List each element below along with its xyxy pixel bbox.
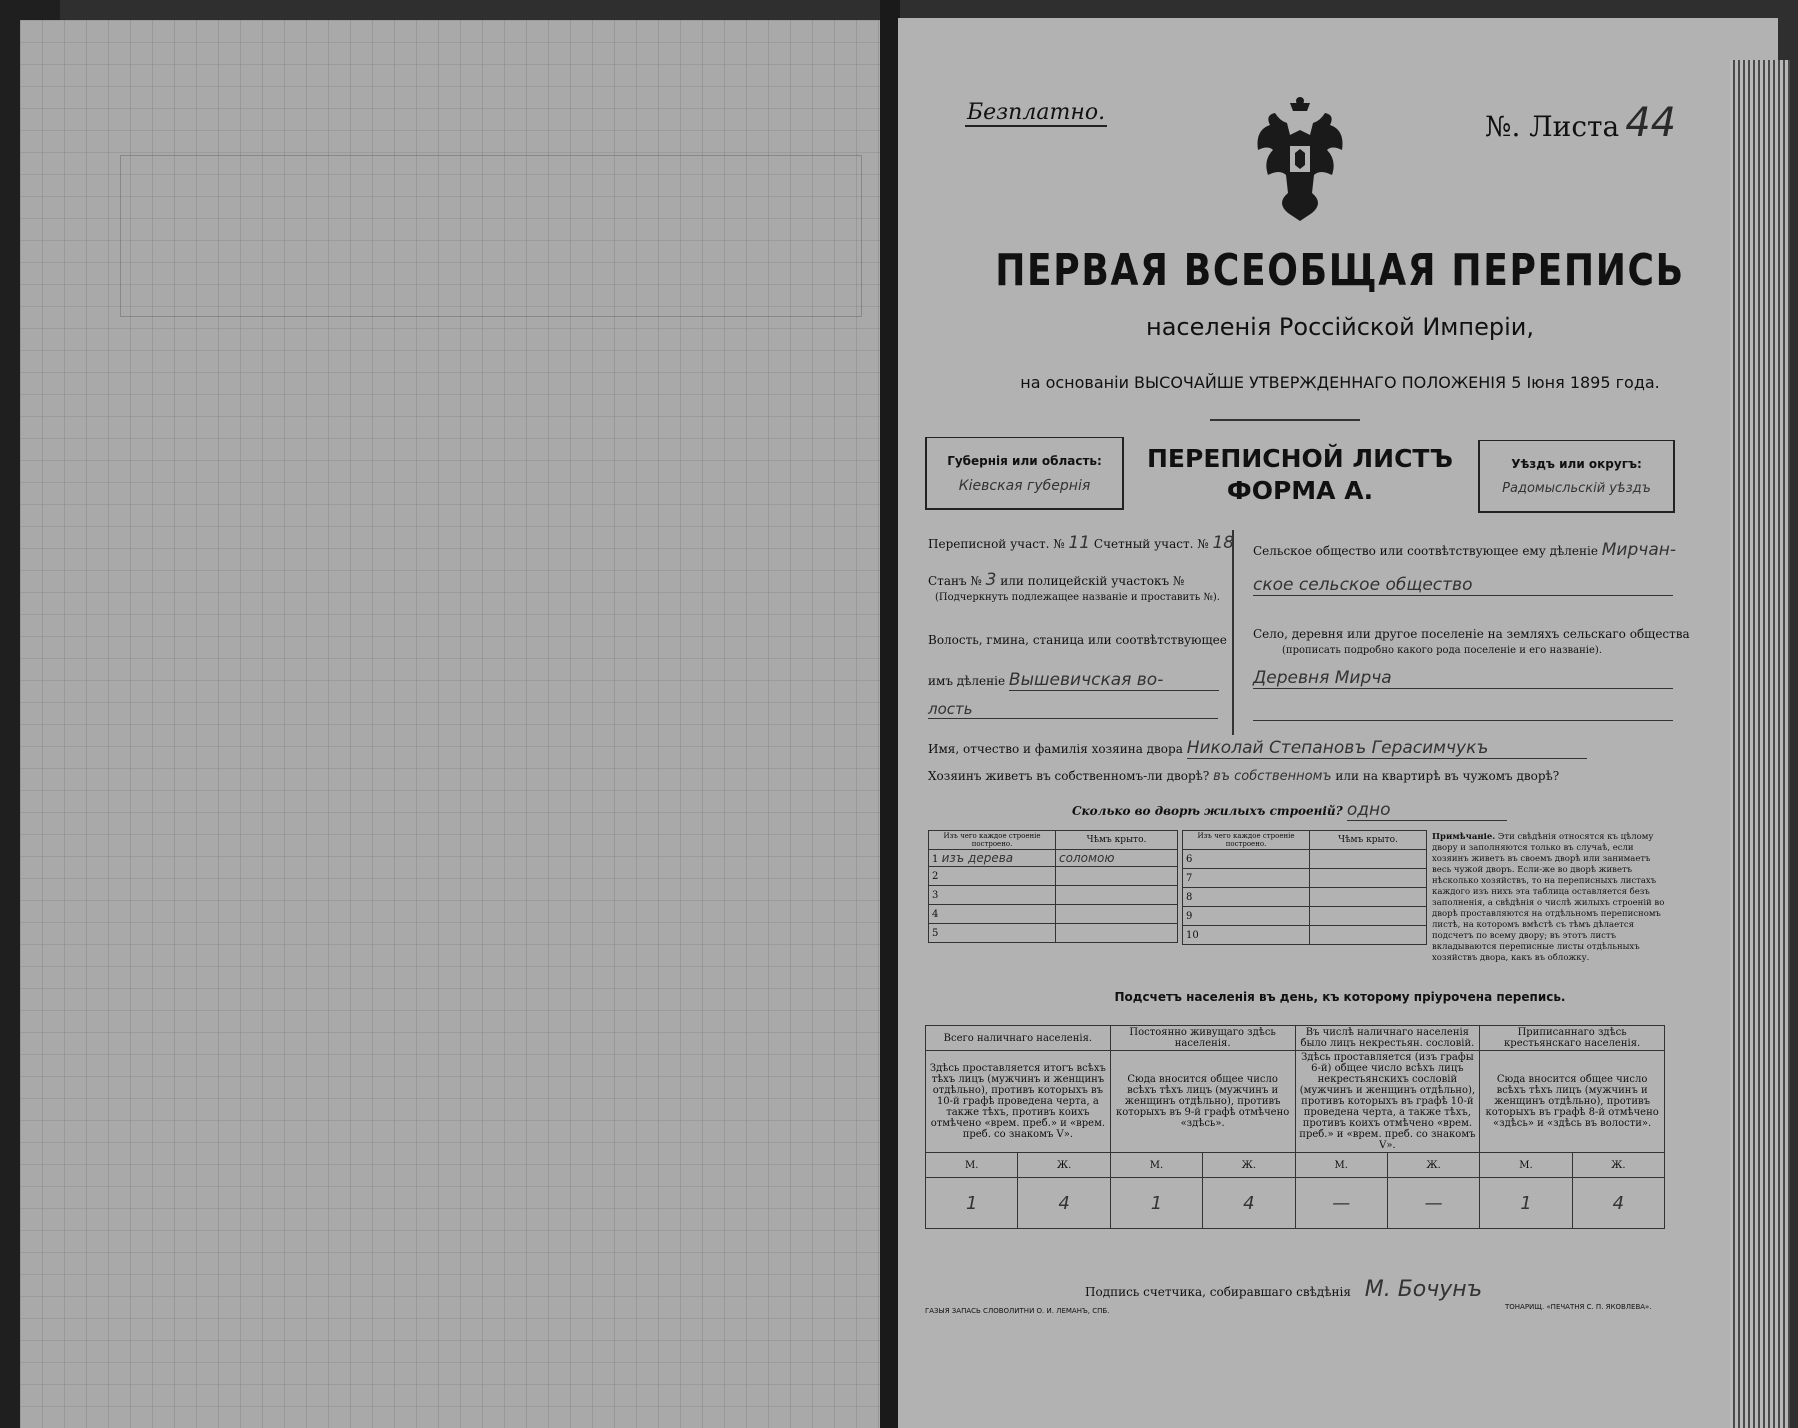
buildings-value: одно [1347, 800, 1507, 821]
legal-basis: на основаніи ВЫСОЧАЙШЕ УТВЕРЖДЕННАГО ПОЛОЖЕНІЯ 5 Іюня 1895 года. [1020, 373, 1660, 392]
book-gutter [880, 0, 900, 1428]
summary-values-row: 1 4 1 4 — — 1 4 [926, 1178, 1665, 1229]
province-value: Кіевская губернія [958, 478, 1091, 494]
summary-table [925, 1025, 1665, 1229]
volost-value-cont: лость [928, 700, 1218, 719]
sheet-number-value: 44 [1625, 100, 1677, 146]
summary-title: Подсчетъ населенія въ день, къ которому пріурочена перепись. [1114, 990, 1566, 1004]
count-district-value: 18 [1212, 533, 1235, 553]
double-headed-eagle-icon [1245, 95, 1355, 230]
table-row: 4 [929, 905, 1178, 924]
form-title-line2: ФОРМА А. [1226, 476, 1374, 505]
table-row: 8 [1183, 888, 1427, 907]
stan-field: Станъ № 3 или полицейскій участокъ № [928, 570, 1185, 590]
volost-field: имъ дѣленіе Вышевичская во- [928, 670, 1219, 691]
table-row: 3 [929, 886, 1178, 905]
form-title [1125, 443, 1475, 507]
table-row: 7 [1183, 869, 1427, 888]
buildings-note [1432, 832, 1672, 964]
summary-sex-row: М. Ж. М. Ж. М. Ж. М. Ж. [926, 1153, 1665, 1178]
free-label: Безплатно. [967, 100, 1106, 125]
footer-left: ГАЗЫЯ ЗАПАСЬ СЛОВОЛИТНИ О. И. ЛЕМАНЪ, СПБ. [925, 1307, 1110, 1315]
signature-label: Подпись счетчика, собиравшаго свѣдѣнія [1085, 1285, 1351, 1299]
census-district-value: 11 [1068, 533, 1091, 553]
table-header-row: Изъ чего каждое строеніе построено. Чѣмъ крыто. [1183, 831, 1427, 850]
ornamental-divider [1210, 419, 1360, 421]
volost-label: Волость, гмина, станица или соотвѣтствующее [928, 633, 1227, 647]
community-value-cont: ское сельское общество [1253, 575, 1673, 596]
form-title-line1: ПЕРЕПИСНОЙ ЛИСТЪ [1147, 444, 1453, 473]
table-header-row [929, 831, 1178, 850]
sheet-number [1485, 100, 1676, 146]
district-box [1478, 440, 1675, 513]
community-value: Мирчан- [1601, 540, 1676, 560]
village-value: Деревня Мирча [1253, 668, 1673, 689]
buildings-table-right [1182, 830, 1427, 945]
community-field: Сельское общество или соотвѣтствующее ему дѣленіе Мирчан- [1253, 540, 1676, 560]
bleed-through-table [120, 155, 862, 317]
province-box [925, 437, 1124, 510]
stan-value: 3 [985, 570, 997, 590]
col-material: Изъ чего каждое строеніе построено. [929, 831, 1056, 850]
census-title: ПЕРВАЯ ВСЕОБЩАЯ ПЕРЕПИСЬ [995, 245, 1685, 296]
village-note: (прописать подробно какого рода поселеніе и его названіе). [1282, 645, 1602, 656]
note-title: Примѣчаніе. [1432, 832, 1496, 842]
village-label: Село, деревня или другое поселеніе на земляхъ сельскаго общества [1253, 627, 1690, 641]
signature-value: М. Бочунъ [1364, 1277, 1483, 1302]
census-district-field: Переписной участ. № 11 Счетный участ. № 18 [928, 533, 1235, 553]
table-row: 9 [1183, 907, 1427, 926]
census-subtitle: населенія Россійской Имперіи, [1146, 313, 1534, 341]
underline-note: (Подчеркнуть подлежащее названіе и проставить №). [935, 592, 1220, 603]
left-page [20, 20, 880, 1428]
table-row: 6 [1183, 850, 1427, 869]
buildings-field: Сколько во дворѣ жилыхъ строеній? одно [1072, 800, 1507, 821]
district-label: Уѣздъ или округъ: [1511, 457, 1642, 471]
footer-right: ТОНАРИЩ. «ПЕЧАТНЯ С. П. ЯКОВЛЕВА». [1505, 1303, 1652, 1311]
volost-value: Вышевичская во- [1009, 670, 1219, 691]
sheet-number-label: №. Листа [1485, 110, 1620, 143]
province-label: Губернія или область: [947, 454, 1102, 468]
village-blank-line [1253, 720, 1673, 721]
table-row: 10 [1183, 926, 1427, 945]
table-row: 1 изъ дерева соломою [929, 850, 1178, 867]
signature-field [1085, 1277, 1482, 1302]
col-roof: Чѣмъ крыто. [1056, 831, 1178, 850]
owner-lives-value: въ собственномъ [1213, 769, 1332, 784]
stacked-page-edges [1730, 60, 1790, 1428]
table-row: 2 [929, 867, 1178, 886]
table-row: 5 [929, 924, 1178, 943]
buildings-table-left [928, 830, 1178, 943]
owner-lives-field: Хозяинъ живетъ въ собственномъ-ли дворѣ? въ собственномъ или на квартирѣ въ чужомъ дворѣ? [928, 769, 1560, 784]
summary-header-row: Всего наличнаго населенія. Постоянно живущаго здѣсь населенія. Въ числѣ наличнаго населенія было лицъ некрестьян. сословій. Приписаннаго здѣсь крестьянскаго населенія. [926, 1026, 1665, 1051]
owner-field: Имя, отчество и фамилія хозяина двора Николай Степановъ Герасимчукъ [928, 738, 1587, 759]
district-value: Радомысльскій уѣздъ [1502, 481, 1651, 496]
owner-value: Николай Степановъ Герасимчукъ [1187, 738, 1587, 759]
summary-desc-row: Здѣсь проставляется итогъ всѣхъ тѣхъ лицъ (мужчинъ и женщинъ отдѣльно), противъ которыхъ въ 10-й графѣ проведена черта, а также тѣхъ, противъ коихъ отмѣчено «врем. преб.» и «врем. преб. со знакомъ V». Сюда вносится общее число всѣхъ тѣхъ лицъ (мужчинъ и женщинъ отдѣльно), противъ которыхъ въ 9-й графѣ отмѣчено «здѣсь». Здѣсь проставляется (изъ графы 6-й) общее число всѣхъ лицъ некрестьянскихъ сословій (мужчинъ и женщинъ отдѣльно), противъ которыхъ въ графѣ 10-й проведена черта, а также тѣхъ, противъ коихъ отмѣчено «врем. преб.» и «врем. преб. со знакомъ V». Сюда вносится общее число всѣхъ тѣхъ лицъ (мужчинъ и женщинъ отдѣльно), противъ которыхъ въ графѣ 8-й отмѣчено «здѣсь» и «здѣсь въ волости». [926, 1051, 1665, 1153]
note-text: Эти свѣдѣнія относятся къ цѣлому двору и заполняются только въ случаѣ, если хозяинъ живетъ въ своемъ дворѣ или занимаетъ весь чужой дворъ. Если-же во дворѣ живетъ нѣсколько хозяйствъ, то на переписныхъ листахъ каждого изъ нихъ эта таблица оставляется безъ заполненія, а свѣдѣнія о числѣ жилыхъ строеній во дворѣ проставляются на отдѣльномъ переписномъ листѣ, на которомъ вмѣстѣ съ тѣмъ дѣлается подсчетъ по всему двору; въ этотъ листъ вкладываются переписные листы отдѣльныхъ хозяйствъ двора, какъ въ обложку. [1432, 832, 1665, 963]
column-divider [1232, 530, 1234, 735]
